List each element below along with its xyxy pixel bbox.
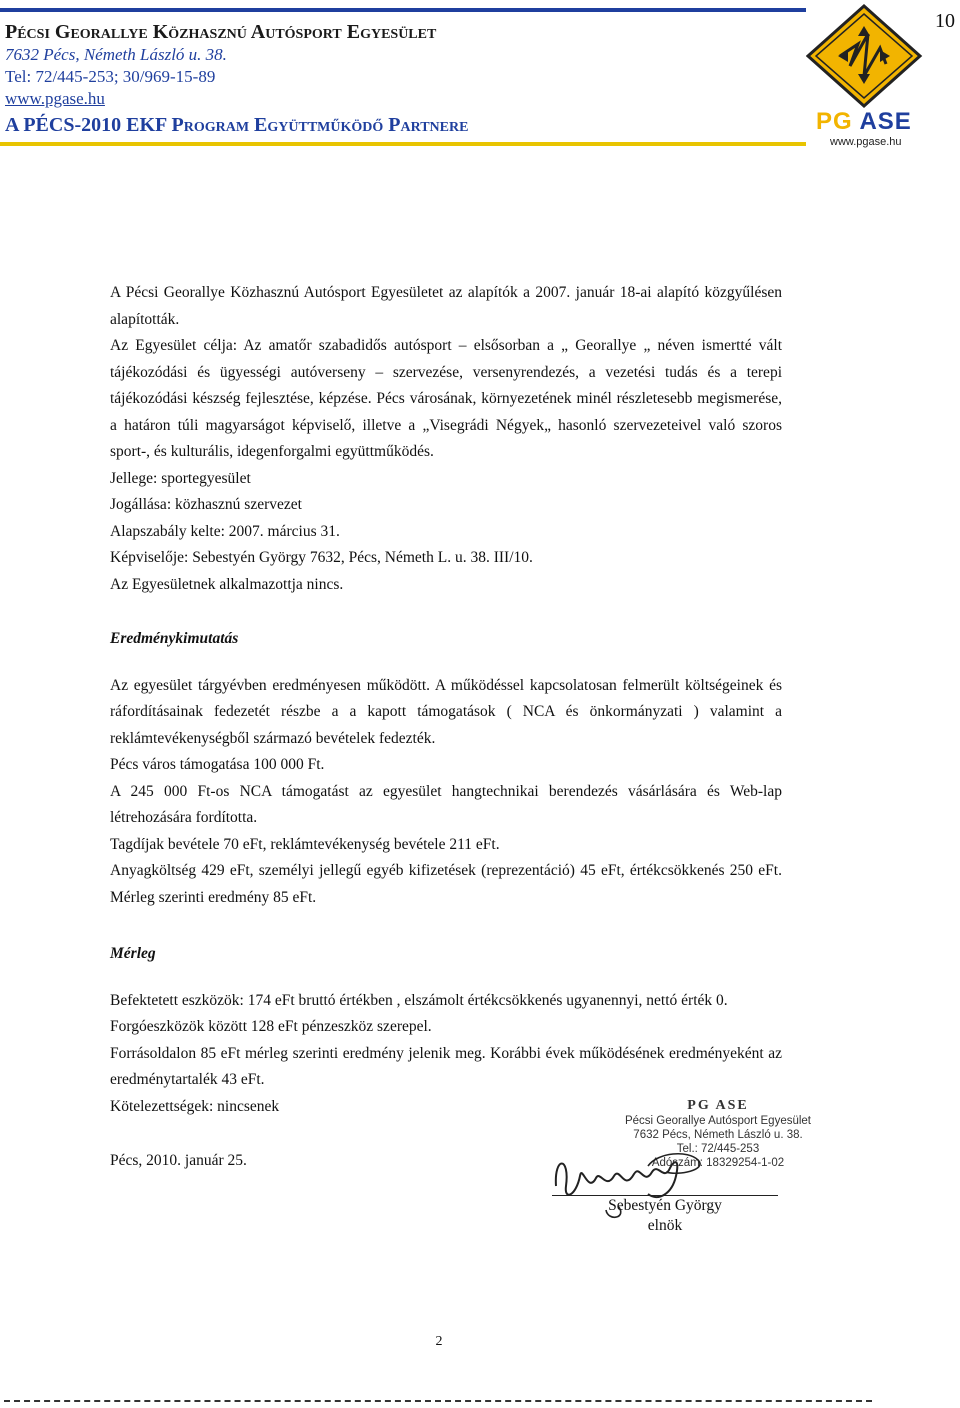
signer-block — [600, 1196, 730, 1236]
intro-founding: A Pécsi Georallye Közhasznú Autósport Egyesületet az alapítók a 2007. január 18-ai alapító közgyűlésen alapították. — [110, 284, 782, 328]
income-paragraph: Az egyesület tárgyévben eredményesen működött. A működéssel kapcsolatosan felmerült költségeinek és ráfordításainak fedezetét részbe a a kapott támogatások ( NCA és önkormányzati ) valamint a reklámtevékenységből származó bevételek fedezték. — [110, 676, 782, 747]
stamp-line-name: Pécsi Georallye Autósport Egyesület — [624, 1115, 812, 1127]
income-revenue: Tagdíjak bevétele 70 eFt, reklámtevékenység bevétele 211 eFt. — [110, 835, 500, 853]
header-bottom-rule — [0, 142, 806, 146]
org-name: Pécsi Georallye Közhasznú Autósport Egyesület — [5, 21, 437, 43]
logo-url: www.pgase.hu — [830, 136, 902, 148]
income-nca-support: A 245 000 Ft-os NCA támogatást az egyesület hangtechnikai berendezés vásárlására és Web-lap létrehozására fordította. — [110, 782, 782, 826]
document-body — [110, 280, 782, 1120]
section-title-eredmenykimutatas: Eredménykimutatás — [110, 630, 239, 647]
org-phone: Tel: 72/445-253; 30/969-15-89 — [5, 67, 216, 86]
document-date: Pécs, 2010. január 25. — [110, 1152, 247, 1169]
balance-sources: Forrásoldalon 85 eFt mérleg szerinti eredmény jelenik meg. Korábbi évek működésének eredményeként az eredménytartalék 43 eFt. — [110, 1044, 782, 1088]
stamp-line-address: 7632 Pécs, Németh László u. 38. — [633, 1129, 803, 1141]
intro-purpose: Az Egyesület célja: Az amatőr szabadidős autósport – elsősorban a „ Georallye „ néven ismertté vált tájékozódási és ügyességi autóverseny – szervezése, versenyrendezés, a vezetési tudás és a terepi tájékozódási készség fejlesztése, képzése. Pécs városának, környezetének minél részletesebb megismerése, a határon túli magyarságot képviselő, illetve a „Visegrádi Négyek„ hasonló szervezeteivel való szoros sport-, és kulturális, idegenforgalmi együttműködés. — [110, 337, 782, 460]
intro-statute-date: Alapszabály kelte: 2007. március 31. — [110, 522, 340, 540]
header-page-number: 10 — [935, 10, 955, 32]
stamp-line-taxnumber: Adószám: 18329254-1-02 — [651, 1157, 785, 1169]
income-costs: Anyagköltség 429 eFt, személyi jellegű egyéb kifizetések (reprezentáció) 45 eFt, értékcsökkenés 250 eFt. Mérleg szerinti eredmény 85 eFt. — [110, 862, 782, 906]
logo-wordmark — [816, 108, 912, 136]
header-top-rule — [0, 8, 806, 12]
balance-current-assets: Forgóeszközök között 128 eFt pénzeszköz szerepel. — [110, 1018, 432, 1035]
footer-rule — [4, 1400, 872, 1402]
program-partner-line: A PÉCS-2010 EKF Program Együttműködő Partnere — [5, 114, 469, 136]
intro-employees: Az Egyesületnek alkalmazottja nincs. — [110, 575, 344, 593]
balance-liabilities: Kötelezettségek: nincsenek — [110, 1097, 280, 1115]
section-title-merleg: Mérleg — [110, 945, 156, 962]
signer-role: elnök — [647, 1217, 683, 1234]
intro-representative: Képviselője: Sebestyén György 7632, Pécs, Németh L. u. 38. III/10. — [110, 549, 533, 566]
logo-pg: PG — [816, 108, 853, 135]
intro-legal-status: Jogállása: közhasznú szervezet — [110, 496, 302, 513]
intro-type: Jellege: sportegyesület — [110, 469, 251, 487]
signer-name: Sebestyén György — [608, 1197, 722, 1214]
stamp-line-phone: Tel.: 72/445-253 — [676, 1143, 760, 1155]
org-website-link[interactable]: www.pgase.hu — [5, 89, 105, 108]
stamp-title: PG ASE — [687, 1098, 749, 1113]
income-city-support: Pécs város támogatása 100 000 Ft. — [110, 756, 325, 773]
org-address: 7632 Pécs, Németh László u. 38. — [5, 45, 227, 64]
logo-ase: ASE — [859, 108, 912, 135]
letterhead — [5, 20, 805, 140]
balance-fixed-assets: Befektetett eszközök: 174 eFt bruttó értékben , elszámolt értékcsökkenés ugyanennyi, nettó érték 0. — [110, 991, 728, 1009]
footer-page-number: 2 — [435, 1334, 443, 1349]
